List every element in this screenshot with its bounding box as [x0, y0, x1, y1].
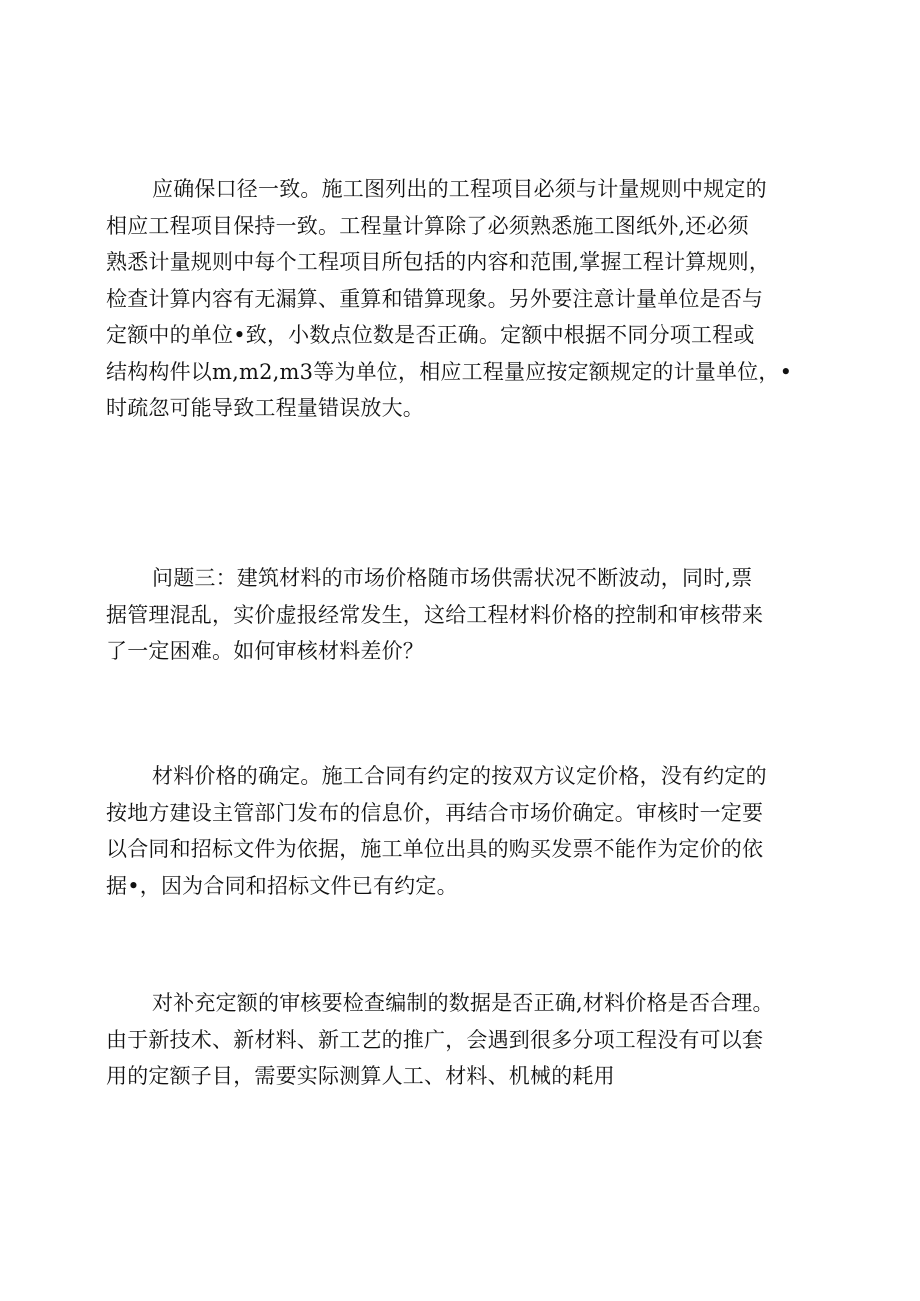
text-line: 定额中的单位•致，小数点位数是否正确。定额中根据不同分项工程或	[106, 323, 755, 347]
text-line: 用的定额子目，需要实际测算人工、材料、机械的耗用	[106, 1064, 615, 1088]
text-line: 材料价格的确定。施工合同有约定的按双方议定价格，没有约定的	[152, 764, 767, 788]
text-line: 据•，因为合同和招标文件已有约定。	[106, 873, 458, 898]
paragraph-measurement-rules	[106, 171, 820, 427]
text-line: 对补充定额的审核要检查编制的数据是否正确,材料价格是否合理。	[152, 991, 774, 1015]
text-line: 熟悉计量规则中每个工程项目所包括的内容和范围,掌握工程计算规则，	[106, 250, 771, 274]
text-line: 结构构件以m,m2,m3等为单位，相应工程量应按定额规定的计量单位，•	[106, 359, 793, 384]
text-line: 以合同和招标文件为依据，施工单位出具的购买发票不能作为定价的依	[106, 837, 764, 861]
text-line: 了一定困难。如何审核材料差价？	[106, 639, 424, 663]
text-line: 时疏忽可能导致工程量错误放大。	[106, 396, 424, 420]
text-line: 按地方建设主管部门发布的信息价，再结合市场价确定。审核时一定要	[106, 800, 764, 825]
paragraph-question-three	[106, 560, 820, 670]
text-line: 相应工程项目保持一致。工程量计算除了必须熟悉施工图纸外,还必须	[106, 213, 749, 238]
text-line: 由于新技术、新材料、新工艺的推广，会遇到很多分项工程没有可以套	[106, 1027, 764, 1052]
text-line: 检查计算内容有无漏算、重算和错算现象。另外要注意计量单位是否与	[106, 286, 764, 311]
paragraph-material-price	[106, 758, 820, 904]
text-line: 问题三：建筑材料的市场价格随市场供需状况不断波动，同时,票	[152, 566, 753, 590]
text-line: 据管理混乱，实价虚报经常发生，这给工程材料价格的控制和审核带来	[106, 602, 764, 627]
text-line: 应确保口径一致。施工图列出的工程项目必须与计量规则中规定的	[152, 177, 767, 201]
paragraph-supplementary-quota	[106, 985, 820, 1095]
